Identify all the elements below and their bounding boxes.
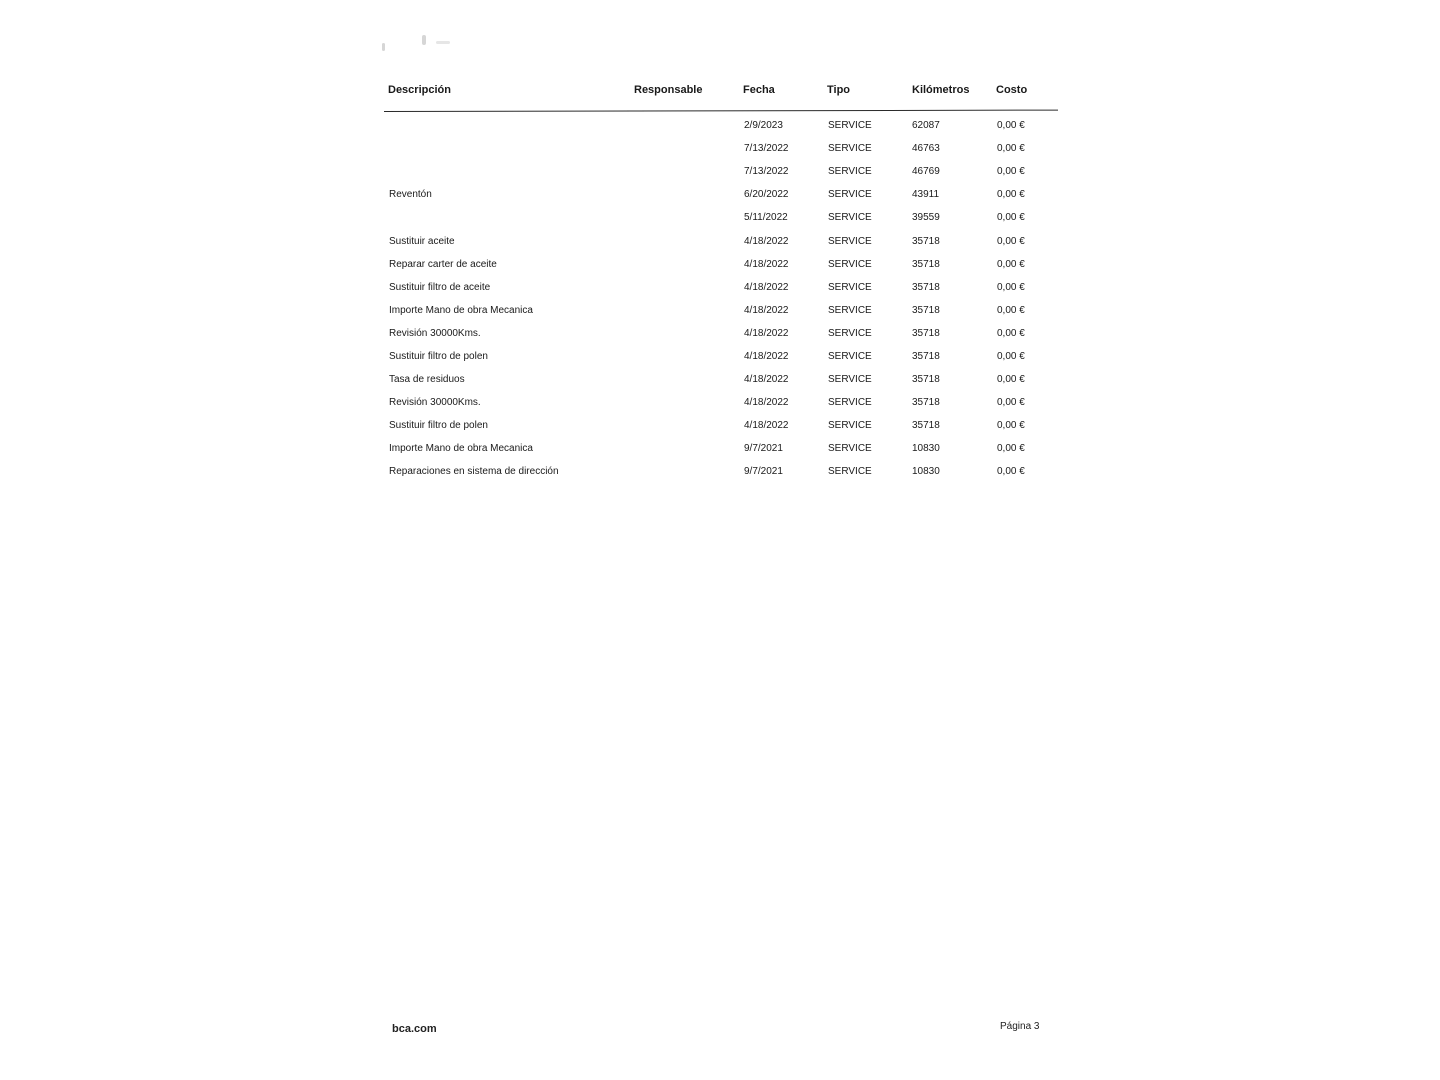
- table-row: [0, 443, 1440, 457]
- cell-type: SERVICE: [828, 466, 872, 477]
- cell-type: SERVICE: [828, 397, 872, 408]
- footer-site: bca.com: [392, 1023, 437, 1035]
- table-row: [0, 466, 1440, 480]
- cell-type: SERVICE: [828, 259, 872, 270]
- cell-cost: 0,00 €: [997, 420, 1025, 431]
- cell-type: SERVICE: [828, 189, 872, 200]
- cell-kilometers: 46769: [912, 166, 940, 177]
- cell-cost: 0,00 €: [997, 443, 1025, 454]
- cell-kilometers: 35718: [912, 374, 940, 385]
- cell-description: Reparar carter de aceite: [389, 259, 497, 270]
- cell-description: Sustituir aceite: [389, 236, 455, 247]
- cell-cost: 0,00 €: [997, 328, 1025, 339]
- cell-description: Revisión 30000Kms.: [389, 397, 481, 408]
- cell-cost: 0,00 €: [997, 143, 1025, 154]
- cell-cost: 0,00 €: [997, 212, 1025, 223]
- cell-cost: 0,00 €: [997, 166, 1025, 177]
- cell-date: 7/13/2022: [744, 166, 789, 177]
- header-description: Descripción: [388, 84, 451, 96]
- cell-type: SERVICE: [828, 328, 872, 339]
- cell-date: 6/20/2022: [744, 189, 789, 200]
- cell-description: Importe Mano de obra Mecanica: [389, 305, 533, 316]
- cell-kilometers: 62087: [912, 120, 940, 131]
- cell-type: SERVICE: [828, 166, 872, 177]
- table-row: [0, 236, 1440, 250]
- cell-type: SERVICE: [828, 420, 872, 431]
- cell-description: Importe Mano de obra Mecanica: [389, 443, 533, 454]
- cell-cost: 0,00 €: [997, 282, 1025, 293]
- cell-date: 2/9/2023: [744, 120, 783, 131]
- cell-description: Sustituir filtro de polen: [389, 351, 488, 362]
- cell-kilometers: 35718: [912, 351, 940, 362]
- table-row: [0, 189, 1440, 203]
- cell-date: 5/11/2022: [744, 212, 788, 223]
- cell-kilometers: 10830: [912, 466, 940, 477]
- cell-kilometers: 35718: [912, 397, 940, 408]
- cell-description: Sustituir filtro de polen: [389, 420, 488, 431]
- cell-type: SERVICE: [828, 282, 872, 293]
- cell-kilometers: 35718: [912, 305, 940, 316]
- cell-type: SERVICE: [828, 351, 872, 362]
- cell-date: 9/7/2021: [744, 443, 783, 454]
- cell-type: SERVICE: [828, 374, 872, 385]
- cell-cost: 0,00 €: [997, 189, 1025, 200]
- cell-date: 4/18/2022: [744, 282, 789, 293]
- cell-description: Reventón: [389, 189, 432, 200]
- cell-type: SERVICE: [828, 143, 872, 154]
- header-cost: Costo: [996, 84, 1028, 96]
- table-row: [0, 351, 1440, 365]
- cell-description: Sustituir filtro de aceite: [389, 282, 491, 293]
- header-kilometers: Kilómetros: [912, 84, 970, 96]
- cell-date: 7/13/2022: [744, 143, 789, 154]
- table-row: [0, 143, 1440, 157]
- table-row: [0, 397, 1440, 411]
- table-row: [0, 282, 1440, 296]
- table-row: [0, 166, 1440, 180]
- cell-cost: 0,00 €: [997, 236, 1025, 247]
- cell-cost: 0,00 €: [997, 305, 1025, 316]
- cell-cost: 0,00 €: [997, 120, 1025, 131]
- cell-kilometers: 39559: [912, 212, 940, 223]
- table-row: [0, 374, 1440, 388]
- header-type: Tipo: [827, 84, 851, 96]
- cell-cost: 0,00 €: [997, 397, 1025, 408]
- cell-cost: 0,00 €: [997, 259, 1025, 270]
- cell-kilometers: 46763: [912, 143, 940, 154]
- cell-cost: 0,00 €: [997, 374, 1025, 385]
- cell-date: 4/18/2022: [744, 397, 789, 408]
- cell-kilometers: 43911: [912, 189, 940, 200]
- cell-date: 4/18/2022: [744, 328, 789, 339]
- cell-date: 4/18/2022: [744, 305, 789, 316]
- cell-type: SERVICE: [828, 120, 872, 131]
- cell-date: 4/18/2022: [744, 259, 789, 270]
- cell-cost: 0,00 €: [997, 466, 1025, 477]
- table-row: [0, 259, 1440, 273]
- cell-kilometers: 35718: [912, 259, 940, 270]
- cell-date: 4/18/2022: [744, 236, 789, 247]
- header-responsible: Responsable: [634, 84, 703, 96]
- cell-description: Reparaciones en sistema de dirección: [389, 466, 559, 477]
- cell-date: 4/18/2022: [744, 351, 789, 362]
- table-row: [0, 212, 1440, 226]
- cell-kilometers: 10830: [912, 443, 940, 454]
- cell-type: SERVICE: [828, 212, 872, 223]
- cell-kilometers: 35718: [912, 328, 940, 339]
- cell-kilometers: 35718: [912, 236, 940, 247]
- cell-date: 4/18/2022: [744, 420, 789, 431]
- cell-description: Tasa de residuos: [389, 374, 465, 385]
- cell-type: SERVICE: [828, 236, 872, 247]
- header-date: Fecha: [743, 84, 775, 96]
- table-row: [0, 420, 1440, 434]
- cell-description: Revisión 30000Kms.: [389, 328, 481, 339]
- table-row: [0, 328, 1440, 342]
- table-row: [0, 120, 1440, 134]
- cell-type: SERVICE: [828, 443, 872, 454]
- footer-page-number: Página 3: [1000, 1021, 1040, 1032]
- cell-kilometers: 35718: [912, 282, 940, 293]
- cell-cost: 0,00 €: [997, 351, 1025, 362]
- cell-type: SERVICE: [828, 305, 872, 316]
- cell-date: 9/7/2021: [744, 466, 783, 477]
- cell-date: 4/18/2022: [744, 374, 789, 385]
- table-row: [0, 305, 1440, 319]
- cell-kilometers: 35718: [912, 420, 940, 431]
